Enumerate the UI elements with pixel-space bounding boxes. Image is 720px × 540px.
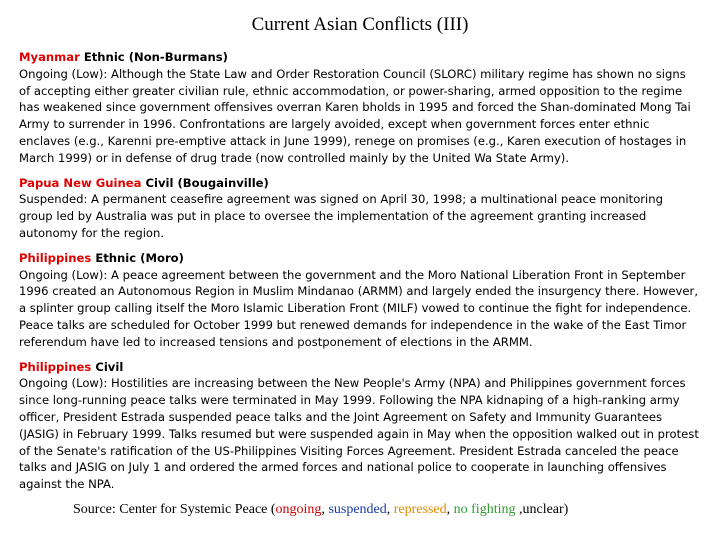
page-title: Current Asian Conflicts (III) xyxy=(251,14,469,35)
country-name: Papua New Guinea xyxy=(19,175,142,190)
legend-suspended: suspended xyxy=(328,502,387,517)
country-name: Myanmar xyxy=(19,50,80,64)
entry-description: Ongoing (Low): A peace agreement between the government and the Moro National Liberation Front in September 1996 created an Autonomous Region in Muslim Mindanao (ARMM) and largely ended the insurgency there. However, a splinter group calling itself the Moro Islamic Liberation Front (MILF) vowed to continue the fight for independence. Peace talks are scheduled for October 1999 but renewed demands for independence in the wake of the East Timor referendum have led to increased tensions and postponement of elections in the ARMM. xyxy=(19,267,698,349)
legend-no-fighting: no fighting xyxy=(453,502,516,517)
conflict-type: Civil xyxy=(95,359,124,374)
entry-description: Suspended: A permanent ceasefire agreement was signed on April 30, 1998; a multinational peace monitoring group led by Australia was put in place to oversee the implementation of the agreement granting increased autonomy for the region. xyxy=(19,192,663,240)
source-citation xyxy=(73,502,568,518)
conflict-list xyxy=(19,49,699,493)
conflict-type: Civil (Bougainville) xyxy=(145,175,269,190)
conflict-entry-papua-new-guinea xyxy=(19,175,699,242)
country-name: Philippines xyxy=(19,359,92,374)
conflict-type: Ethnic (Moro) xyxy=(95,250,184,265)
legend-separator: , xyxy=(321,502,329,517)
conflict-entry-philippines-civil xyxy=(19,359,699,493)
legend-repressed: repressed xyxy=(393,502,447,517)
entry-heading xyxy=(19,49,699,66)
entry-heading xyxy=(19,250,699,267)
entry-description: Ongoing (Low): Although the State Law and Order Restoration Council (SLORC) military regime has shown no signs of accepting either greater civilian rule, ethnic accommodation, or power-sharing, armed opposition to the regime has weakened since government offensives overran Karen bholds in 1995 and forced the Shan-dominated Mong Tai Army to surrender in 1996. Confrontations are largely avoided, except when government forces enter ethnic enclaves (e.g., Karenni pre-emptive attack in June 1999), renege on promises (e.g., Karen execution of hostages in March 1999) or in defense of drug trade (now controlled mainly by the United Wa State Army). xyxy=(19,66,691,165)
source-prefix: Source: Center for Systemic Peace ( xyxy=(73,502,276,517)
entry-description: Ongoing (Low): Hostilities are increasing between the New People's Army (NPA) and Philippines government forces since long-running peace talks were terminated in May 1999. Following the NPA kidnaping of a high-ranking army officer, President Estrada suspended peace talks and the Joint Agreement on Safety and Immunity Guarantees (JASIG) in February 1999. Talks resumed but were suspended again in May when the opposition walked out in protest of the Senate's ratification of the US-Philippines Visiting Forces Agreement. President Estrada canceled the peace talks and JASIG on July 1 and ordered the armed forces and national police to cooperate in launching offensives against the NPA. xyxy=(19,376,699,492)
legend-ongoing: ongoing xyxy=(275,502,322,517)
legend-separator: , xyxy=(386,502,394,517)
legend-separator: , xyxy=(446,502,454,517)
conflict-entry-philippines-moro xyxy=(19,250,699,351)
entry-heading xyxy=(19,359,699,376)
entry-heading xyxy=(19,175,699,192)
source-suffix: ,unclear) xyxy=(515,502,569,517)
conflict-type: Ethnic (Non-Burmans) xyxy=(83,50,228,64)
conflict-entry-myanmar xyxy=(19,49,699,167)
country-name: Philippines xyxy=(19,250,92,265)
